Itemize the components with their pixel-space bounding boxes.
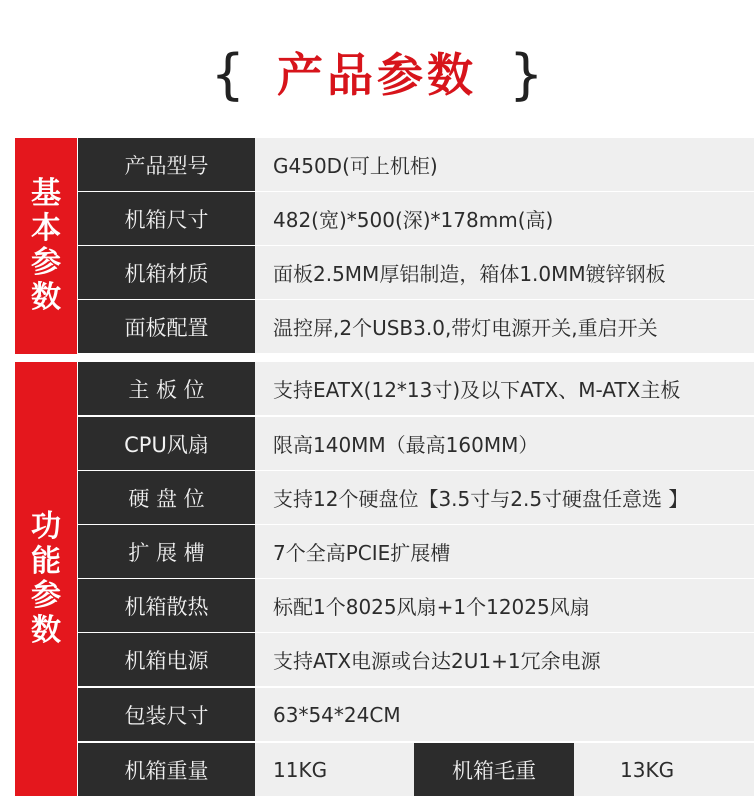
spec-label: 主 板 位 [78, 362, 255, 415]
spec-label: 机箱尺寸 [78, 192, 255, 245]
spec-value: G450D(可上机柜) [255, 138, 754, 191]
spec-row-motherboard [78, 362, 754, 415]
spec-label: 产品型号 [78, 138, 255, 191]
section-label-char: 能 [31, 543, 61, 579]
spec-label: 硬 盘 位 [78, 471, 255, 524]
gross-weight-label: 机箱毛重 [414, 743, 574, 796]
spec-value: 标配1个8025风扇+1个12025风扇 [255, 579, 754, 632]
section-label-char: 数 [31, 279, 61, 315]
left-brace: { [210, 43, 245, 106]
spec-value: 63*54*24CM [255, 688, 754, 741]
page-header [0, 30, 754, 120]
spec-label: CPU风扇 [78, 417, 255, 470]
spec-row-size [78, 192, 754, 245]
section-label-basic [15, 138, 77, 354]
spec-label: 机箱电源 [78, 633, 255, 686]
spec-label: 扩 展 槽 [78, 525, 255, 578]
spec-row-weight [78, 743, 754, 796]
spec-row-model [78, 138, 754, 191]
spec-row-material [78, 246, 754, 299]
spec-value: 限高140MM（最高160MM） [255, 417, 754, 470]
spec-row-expansion [78, 525, 754, 578]
spec-value: 温控屏,2个USB3.0,带灯电源开关,重启开关 [255, 300, 754, 353]
spec-value: 支持EATX(12*13寸)及以下ATX、M-ATX主板 [255, 362, 754, 415]
section-label-char: 基 [31, 176, 61, 211]
right-brace: } [509, 43, 544, 106]
spec-row-panel [78, 300, 754, 353]
spec-value: 面板2.5MM厚铝制造，箱体1.0MM镀锌钢板 [255, 246, 754, 299]
section-label-char: 数 [31, 612, 61, 648]
spec-value: 482(宽)*500(深)*178mm(高) [255, 192, 754, 245]
spec-label: 面板配置 [78, 300, 255, 353]
spec-row-package [78, 688, 754, 741]
spec-row-cooling [78, 579, 754, 632]
section-label-char: 本 [31, 210, 61, 246]
page-title: 产品参数 [277, 48, 477, 102]
spec-row-drive-bays [78, 471, 754, 524]
gross-weight-value: 13KG [574, 743, 754, 796]
spec-label: 机箱散热 [78, 579, 255, 632]
spec-label: 机箱材质 [78, 246, 255, 299]
spec-row-cpu-fan [78, 417, 754, 470]
section-label-char: 参 [31, 578, 61, 613]
spec-row-power [78, 633, 754, 686]
spec-value: 支持ATX电源或台达2U1+1冗余电源 [255, 633, 754, 686]
spec-value: 7个全高PCIE扩展槽 [255, 525, 754, 578]
spec-label: 包装尺寸 [78, 688, 255, 741]
net-weight-value: 11KG [255, 743, 414, 796]
net-weight-label: 机箱重量 [78, 743, 255, 796]
spec-value: 支持12个硬盘位【3.5寸与2.5寸硬盘任意选 】 [255, 471, 754, 524]
section-label-char: 参 [31, 245, 61, 280]
section-label-function [15, 362, 77, 796]
section-label-char: 功 [31, 509, 61, 544]
